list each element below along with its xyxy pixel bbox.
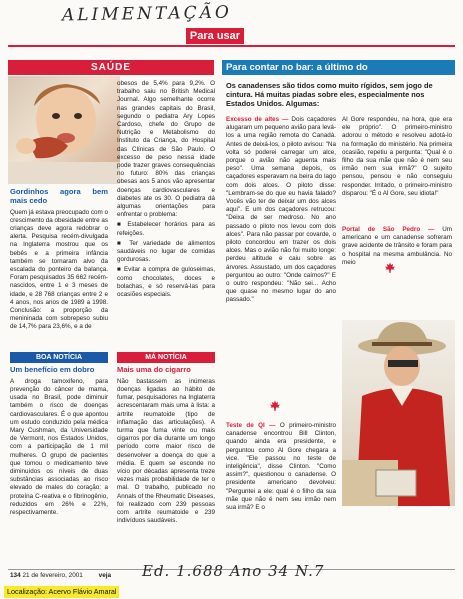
- magazine-name: veja: [98, 572, 112, 579]
- handwritten-note-top: ALIMENTAÇÃO: [61, 2, 233, 26]
- good-news-article: [10, 366, 108, 519]
- handwritten-note-bottom: Ed. 1.688 Ano 34 N.7: [142, 562, 325, 580]
- section-label: Para usar: [186, 28, 244, 44]
- issue-date: 21 de fevereiro, 2001: [22, 572, 83, 579]
- source-credit: Localização: Acervo Flávio Amaral: [4, 586, 119, 598]
- tip-item: ■ Estabelecer horários para as refeições.: [117, 221, 215, 237]
- joke-teste-de-qi: [226, 422, 336, 514]
- maple-leaf-icon: [384, 262, 396, 274]
- joke-continuation: [342, 116, 452, 269]
- joke-text: Dois caçadores alugaram um pequeno avião para levá-los a uma região remota do Canadá. Antes de deixá-los, o piloto avisou: "Na volta só poderei carregar um alce, porque o avião não aguenta mais peso". Uma semana depois, os caçadores esperavam na beira do lago com dois alces. O piloto disse: "Lembram-se do que eu havia falado? Vocês vão ter de deixar um dos alces aqui". E um dos caçadores retrucou: "Deixa de ser medroso. No ano passado o piloto nos levou com dois alces". Para não passar por covarde, o piloto concordou em trazer os dois alces. Mas o avião não foi muito longe: perdeu altitude e caiu sobre as árvores. Assustado, um dos caçadores perguntou ao outro: "Onde caímos?" E o outro respondeu: "Não sei... Acho que quase no mesmo lugar do ano passado.": [226, 116, 336, 304]
- header-rule: [8, 45, 455, 47]
- article-text: Não bastassem as inúmeras doenças ligadas ao hábito de fumar, pesquisadores na Inglaterra acrescentaram mais uma à lista: a artrite reumatoide (tipo de inflamação das articulações). A turma que fuma vinte ou mais cigarros por dia durante um longo período corre maior risco de desenvolver a doença do que a média. E quem se esconde no vício por décadas apresenta treze vezes mais probabilidade de ter o mal. O trabalho, publicado no Annals of the Rheumatic Diseases, foi realizado com 239 pessoas com artrite reumatoide e 239 indivíduos saudáveis.: [117, 377, 216, 525]
- maple-leaf-icon: [269, 400, 281, 412]
- joke-title: Excesso de altes —: [226, 116, 289, 123]
- article-text: obesos de 5,4% para 9,2%. O trabalho saiu no British Medical Journal. Algo semelhante ocorre nas grandes capitais do Brasil, segundo o pediatra Ary Lopes Cardoso, chefe do Grupo de Nutrição e Metabolismo do Instituto da Criança, do Hospital das Clínicas de São Paulo. O excesso de peso nessa idade pode trazer graves consequências no futuro: 80% das crianças obesas aos 5 anos vão apresentar doenças cardiovasculares e diabetes ate os 30. O pediatra dá algumas orientações para enfrentar o problema:: [117, 80, 215, 219]
- child-eating-photo: [8, 76, 120, 184]
- joke-text: Um americano e um canadense sofreram grave acidente de trânsito e foram para o hospital na mesma ambulância. No meio: [342, 226, 453, 266]
- subhead-gordinhos: Gordinhos agora bem mais cedo: [10, 187, 108, 205]
- tip-item: ■ Evitar a compra de guloseimas, como chocolates, doces e bolachas, e só reservá-las para ocasiões especiais.: [117, 266, 215, 299]
- bad-news-article: [117, 366, 215, 527]
- page-footer: [10, 572, 111, 579]
- bar-jokes-banner: Para contar no bar: a último do: [222, 60, 455, 75]
- obesity-article-col2: [117, 80, 215, 301]
- joke-title: Portal de São Pedro —: [342, 226, 435, 234]
- cowboy-photo: [342, 320, 455, 506]
- joke-excesso-de-alces: [226, 116, 336, 307]
- saude-banner: SAÚDE: [8, 60, 214, 75]
- joke-title: Teste de QI —: [226, 422, 276, 429]
- joke-text: Al Gore respondeu, na hora, que era ele próprio". O primeiro-ministro adorou o método e resolveu adotá-lo na formação do ministério. Na primeira ocasião, repetiu a pergunta: "Qual é o filho da sua mãe que não é nem seu irmão nem sua irmã?" O sujeito pensou, pensou e não conseguiu responder. Irritado, o primeiro-ministro disparou: "É o Al Gore, seu idiota!": [342, 116, 452, 197]
- boa-noticia-banner: BOA NOTÍCIA: [10, 352, 108, 363]
- tip-item: ■ Ter variedade de alimentos saudáveis no lugar de comidas gordurosas.: [117, 239, 215, 264]
- subhead-beneficio: Um benefício em dobro: [10, 365, 95, 374]
- obesity-article-col1: [10, 188, 108, 334]
- article-text: Quem já estava preocupado com o crescimento da obesidade entre as crianças deve agora redobrar o alerta. Pesquisa recém-divulgada na Inglaterra mostrou que os bebês e a primeira infância também se tornaram alvo da escalada do ponteiro da balança. Foram pesquisados 35 662 recém-nascidos, entre 1 e 3 meses de idade, e 28 768 crianças entre 2 e 4 anos, nos anos de 1989 a 1998. Conclusão: a proporção da menininada com sobrepeso subiu de 14,7% para 23,6%, e a de: [10, 208, 109, 331]
- bar-jokes-intro: Os canadenses são tidos como muito rígidos, sem jogo de cintura. Há muitas piadas sobre eles, especialmente nos Estados Unidos. Algumas:: [226, 81, 433, 108]
- ma-noticia-banner: MÁ NOTÍCIA: [117, 352, 215, 363]
- subhead-cigarro: Mais uma do cigarro: [117, 365, 191, 374]
- joke-text: O primeiro-ministro canadense encontrou Bill Clinton, quando ainda era presidente, e perguntou como Al Gore chegara a vice. "Ele passou no teste de inteligência", disse Clinton. "Como assim?", questionou o canadense. O presidente americano devolveu: "Perguntei a ele: qual é o filho da sua mãe que não é nem seu irmão nem sua irmã? E o: [226, 422, 336, 512]
- page-number: 134: [10, 572, 21, 579]
- article-text: A droga tamoxifeno, para prevenção do câncer de mama, usada no Brasil, pode diminuir também o risco de doenças cardiovasculares. É o que apontou um estudo conduzido pela médica Mary Cushman, da Universidade de Vermont, nos Estados Unidos, com a participação de 1 mil mulheres. O grupo de pacientes que tomou o medicamento teve diminuídos os níveis de duas substâncias associadas ao risco elevado de males do coração: a proteína C-reativa e o fibrinogênio, reduzidos em 26% e 22%, respectivamente.: [10, 377, 108, 517]
